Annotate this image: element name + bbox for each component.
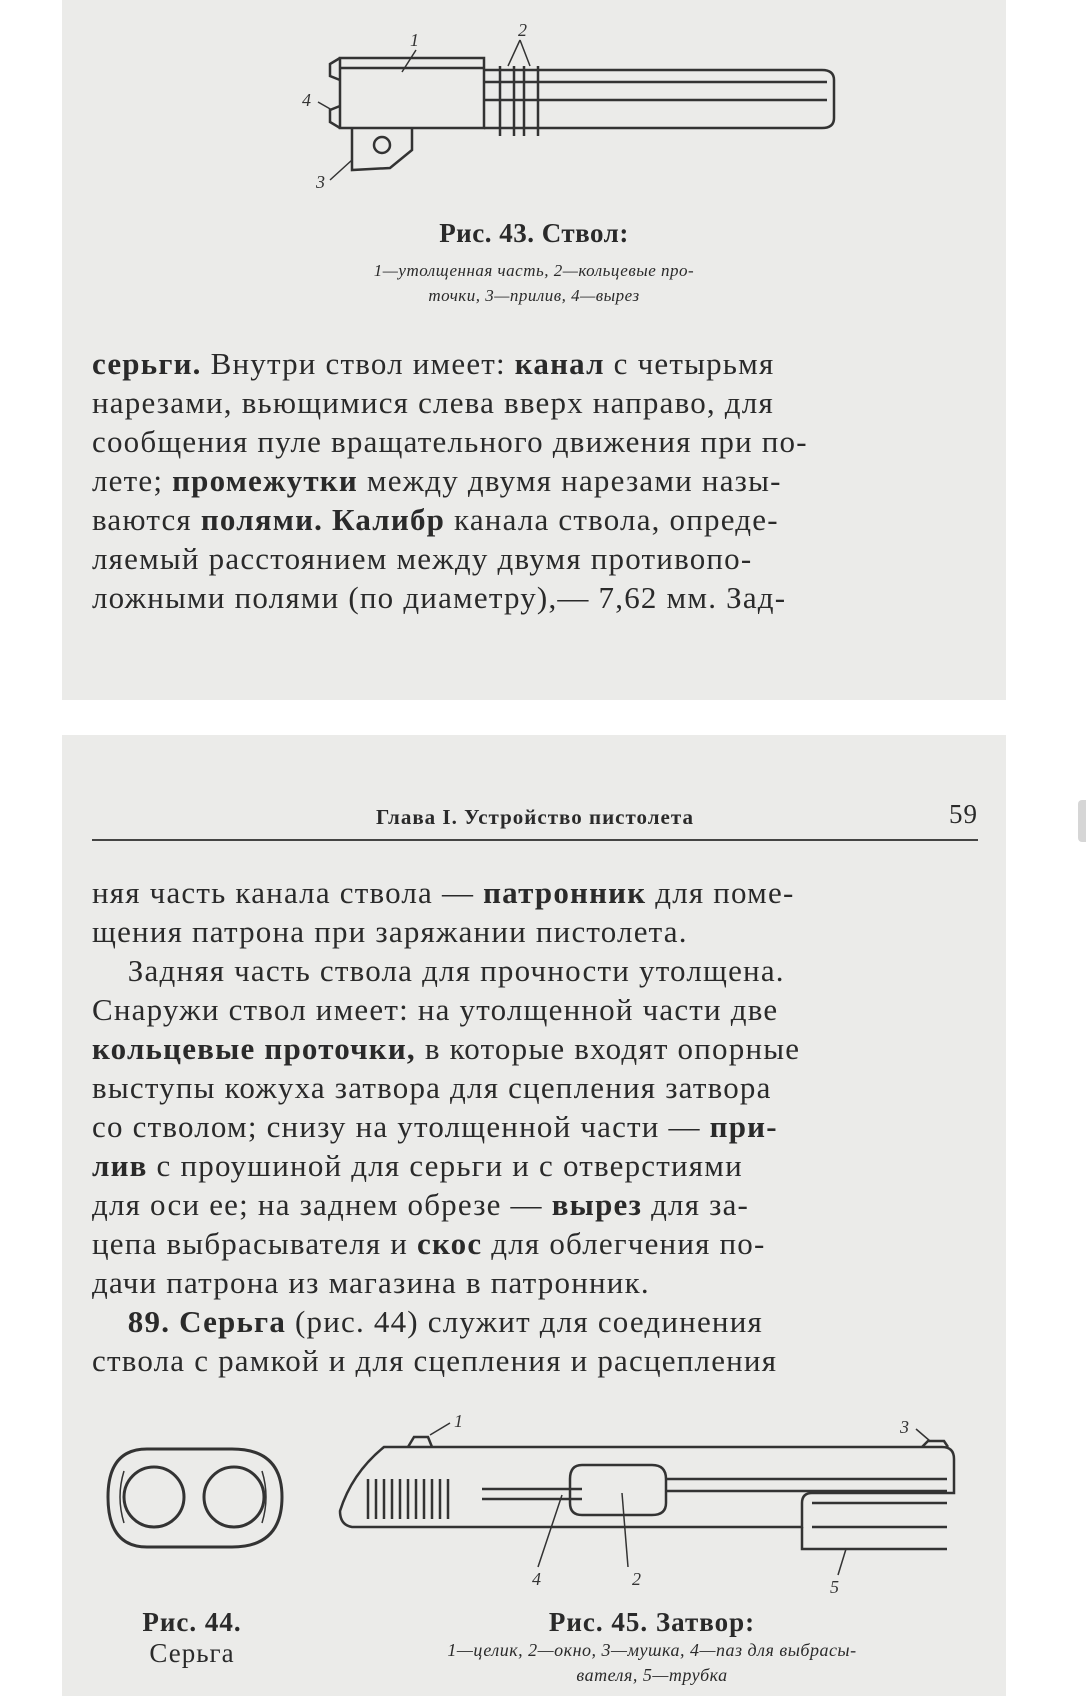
page-number: 59 (949, 799, 978, 829)
text-run: между двумя нарезами назы- (357, 463, 782, 498)
text-run: в которые входят опорные (415, 1031, 801, 1066)
bottom-line (92, 1224, 978, 1263)
text-run: выступы кожуха затвора для сцепления затвора (92, 1070, 772, 1105)
top-line (92, 344, 978, 383)
bottom-page-paragraph (92, 873, 978, 1380)
bottom-line (92, 1263, 978, 1302)
fig44-caption-name: Серьга (149, 1638, 235, 1668)
fig43-label-3: 3 (316, 172, 325, 192)
fig45-caption (312, 1607, 992, 1688)
bottom-line (92, 1146, 978, 1185)
bottom-line (92, 1302, 978, 1341)
text-run: сообщения пуле вращательного движения при по- (92, 424, 808, 459)
bold-term: промежутки (172, 463, 358, 498)
fig44-caption (112, 1607, 272, 1669)
text-run: ляемый расстоянием между двумя противопо- (92, 541, 753, 576)
top-line (92, 578, 978, 617)
bold-term: Калибр (332, 502, 446, 537)
bold-term: 89. Серьга (92, 1304, 287, 1339)
text-run: для за- (642, 1187, 750, 1222)
text-run: лете; (92, 463, 173, 498)
fig45-label-4: 4 (532, 1569, 541, 1589)
text-run: щения патрона при заряжании пистолета. (92, 914, 688, 949)
text-run: (рис. 44) служит для соединения (286, 1304, 763, 1339)
top-line (92, 500, 978, 539)
scroll-edge-handle[interactable] (1078, 800, 1086, 842)
fig43-label-2: 2 (518, 20, 527, 40)
bold-term: полями. (200, 502, 324, 537)
bottom-line (92, 951, 978, 990)
text-run: дачи патрона из магазина в патронник. (92, 1265, 650, 1300)
text-run: для поме- (646, 875, 795, 910)
text-run: Внутри ствол имеет: (201, 346, 515, 381)
book-page-bottom (62, 735, 1006, 1696)
text-run: ствола с рамкой и для сцепления и расцепления (92, 1343, 778, 1378)
top-line (92, 422, 978, 461)
fig43-caption-line-1: 1—утолщенная часть, 2—кольцевые про- (373, 261, 695, 280)
top-line (92, 383, 978, 422)
figure-44-link-drawing (102, 1435, 292, 1565)
text-run: с четырьмя (604, 346, 775, 381)
fig44-caption-title: Рис. 44. (142, 1607, 242, 1637)
bottom-line (92, 873, 978, 912)
text-run: со стволом; снизу на утолщенной части — (92, 1109, 710, 1144)
fig45-label-3: 3 (900, 1417, 909, 1437)
text-run: ложными полями (по диаметру),— 7,62 мм. Зад- (92, 580, 787, 615)
bottom-line (92, 1068, 978, 1107)
text-run: с проушиной для серьги и с отверстиями (147, 1148, 743, 1183)
bold-term: при- (709, 1109, 778, 1144)
bold-term: серьги. (92, 346, 202, 381)
text-run: ваются (92, 502, 201, 537)
figure-45-slide-drawing (332, 1407, 972, 1597)
bold-term: патронник (483, 875, 647, 910)
top-line (92, 539, 978, 578)
running-head (92, 797, 978, 837)
bottom-line (92, 990, 978, 1029)
fig45-label-5: 5 (830, 1577, 839, 1597)
text-run: канала ствола, опреде- (445, 502, 779, 537)
text-run: Снаружи ствол имеет: на утолщенной части две (92, 992, 779, 1027)
fig43-caption-line-2: точки, 3—прилив, 4—вырез (428, 286, 640, 305)
fig45-label-2: 2 (632, 1569, 641, 1589)
fig43-label-4: 4 (302, 90, 311, 110)
fig45-caption-line-2: вателя, 5—трубка (576, 1665, 728, 1685)
bold-term: лив (92, 1148, 148, 1183)
header-rule (92, 839, 978, 841)
bold-term: скос (417, 1226, 483, 1261)
text-run (323, 502, 332, 537)
bold-term: кольцевые проточки, (92, 1031, 416, 1066)
top-page-paragraph (92, 344, 978, 617)
fig45-caption-title: Рис. 45. Затвор: (548, 1607, 756, 1637)
figure-43-barrel-drawing (262, 10, 882, 200)
text-run: Задняя часть ствола для прочности утолщена. (92, 953, 785, 988)
bottom-line (92, 912, 978, 951)
text-run: для облегчения по- (482, 1226, 766, 1261)
bottom-line (92, 1029, 978, 1068)
bottom-line (92, 1341, 978, 1380)
bold-term: вырез (551, 1187, 643, 1222)
top-line (92, 461, 978, 500)
fig43-label-1: 1 (410, 30, 419, 50)
running-head-title: Глава I. Устройство пистолета (376, 805, 694, 829)
bottom-line (92, 1107, 978, 1146)
fig45-caption-line-1: 1—целик, 2—окно, 3—мушка, 4—паз для выбрасы- (447, 1640, 857, 1660)
fig43-caption-title: Рис. 43. Ствол: (439, 218, 629, 248)
bottom-line (92, 1185, 978, 1224)
fig45-label-1: 1 (454, 1411, 463, 1431)
text-run: няя часть канала ствола — (92, 875, 484, 910)
text-run: для оси ее; на заднем обрезе — (92, 1187, 552, 1222)
text-run: нарезами, вьющимися слева вверх направо, для (92, 385, 774, 420)
book-page-top (62, 0, 1006, 700)
bold-term: канал (514, 346, 605, 381)
text-run: цепа выбрасывателя и (92, 1226, 418, 1261)
